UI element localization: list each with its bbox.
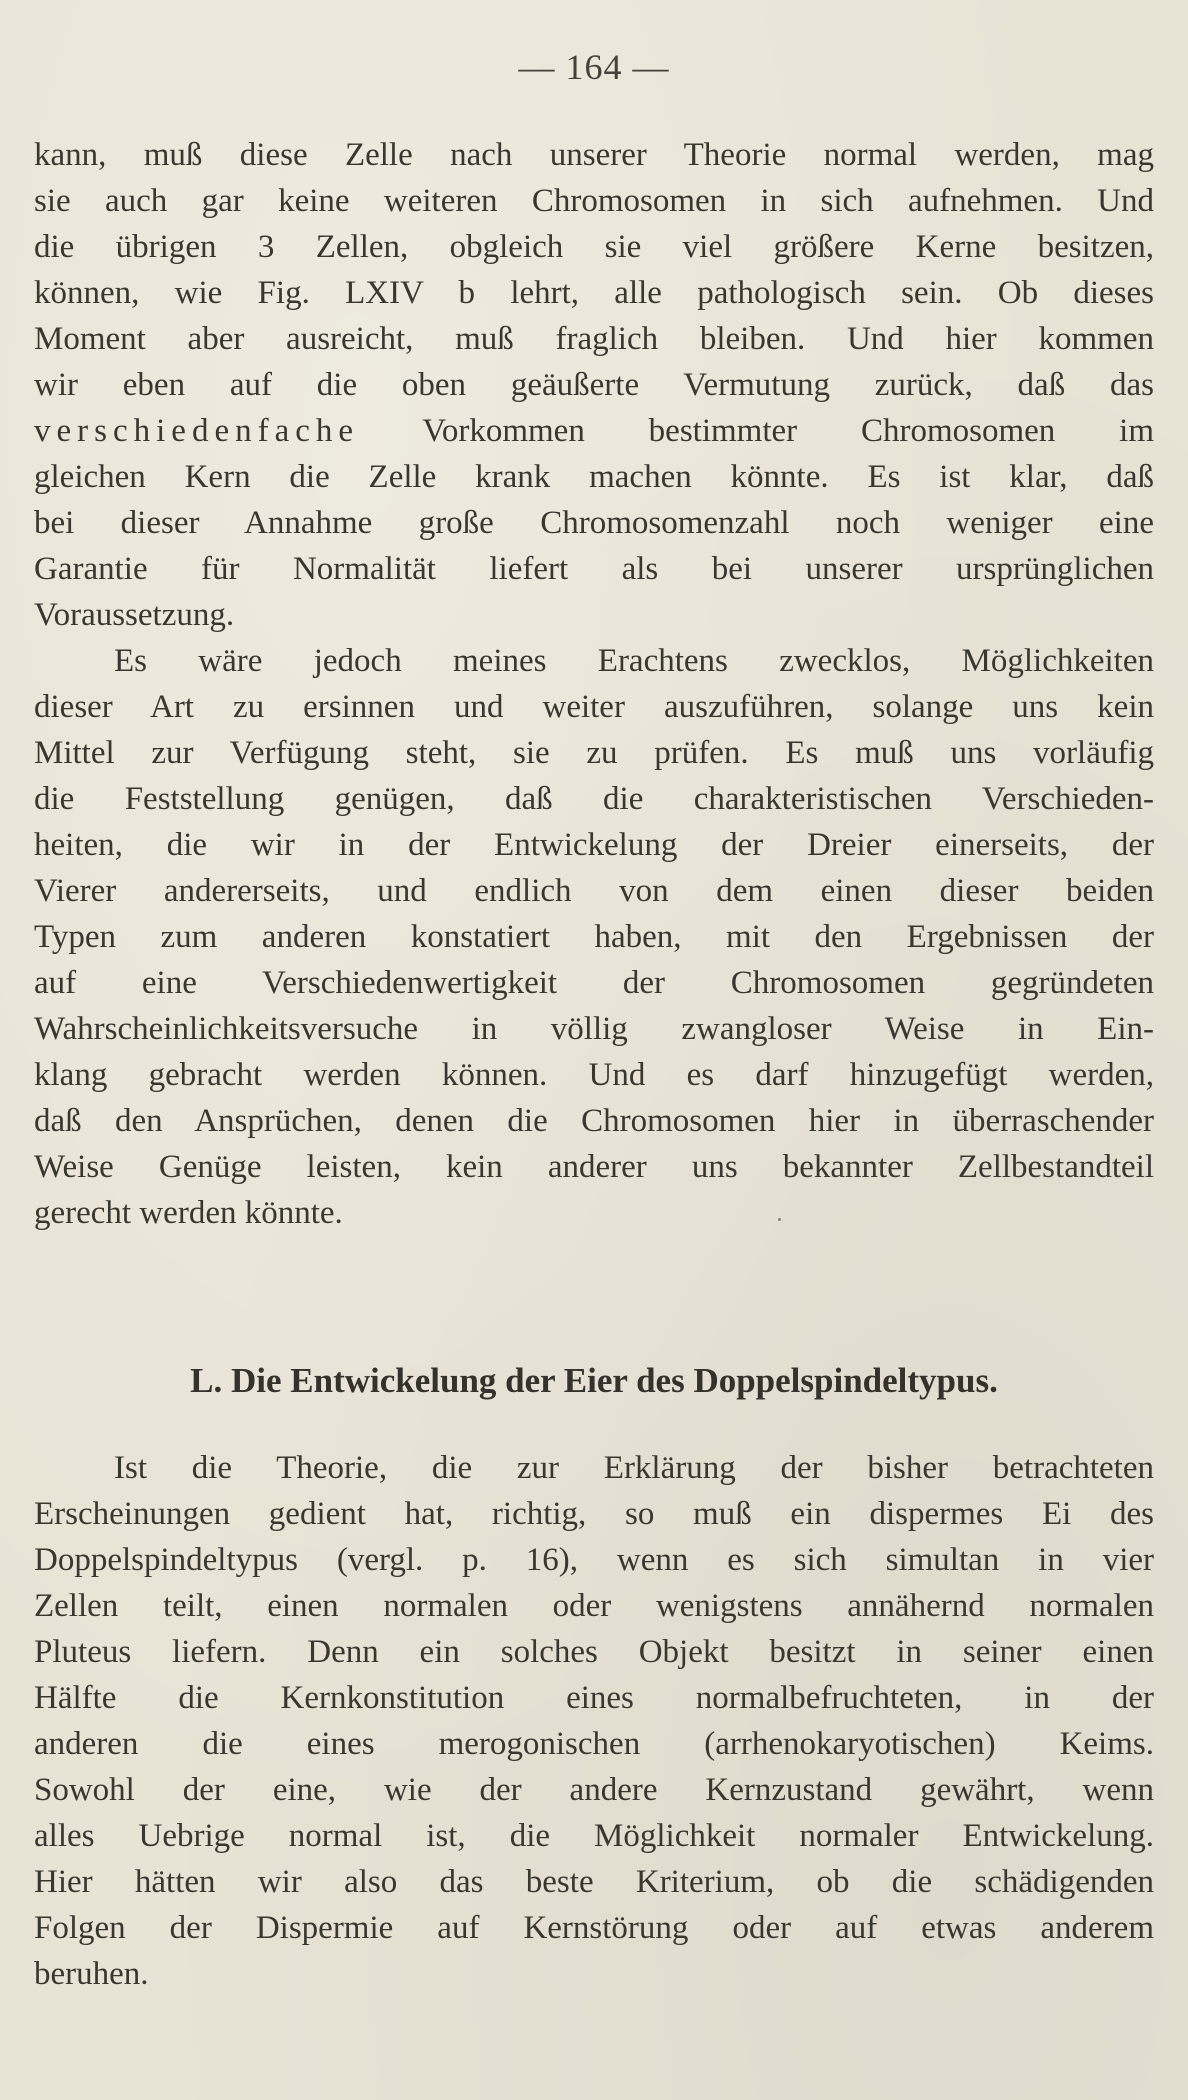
text-line: Voraussetzung. bbox=[34, 597, 235, 633]
text-line: alles Uebrige normal ist, die Möglichkeit normaler Entwickelung. bbox=[34, 1818, 1154, 1854]
text-line bbox=[34, 408, 1154, 454]
text-line: Typen zum anderen konstatiert haben, mit den Ergebnissen der bbox=[34, 919, 1154, 955]
text-line: können, wie Fig. LXIV b lehrt, alle pathologisch sein. Ob dieses bbox=[34, 275, 1154, 311]
paragraph-theory bbox=[34, 1445, 1154, 1997]
section-heading: L. Die Entwickelung der Eier des Doppelspindeltypus. bbox=[190, 1361, 998, 1400]
text-line: Hier hätten wir also das beste Kriterium, ob die schädigenden bbox=[34, 1864, 1154, 1900]
text-line: gerecht werden könnte. bbox=[34, 1195, 343, 1231]
paper-speck bbox=[778, 1218, 781, 1221]
emphasized-word: verschiedenfache bbox=[34, 413, 360, 449]
text-line-rest: Vorkommen bestimmter Chromosomen im bbox=[359, 413, 1154, 449]
page-number: — 164 — bbox=[518, 47, 670, 87]
text-line: Doppelspindeltypus (vergl. p. 16), wenn es sich simultan in vier bbox=[34, 1542, 1154, 1578]
text-line: bei dieser Annahme große Chromosomenzahl noch weniger eine bbox=[34, 505, 1154, 541]
text-line: daß den Ansprüchen, denen die Chromosomen hier in überraschender bbox=[34, 1103, 1154, 1139]
text-line: dieser Art zu ersinnen und weiter auszuführen, solange uns kein bbox=[34, 689, 1154, 725]
text-line: Weise Genüge leisten, kein anderer uns bekannter Zellbestandteil bbox=[34, 1149, 1154, 1185]
text-line: Pluteus liefern. Denn ein solches Objekt besitzt in seiner einen bbox=[34, 1634, 1154, 1670]
text-block-bottom bbox=[34, 1445, 1154, 1997]
text-line: Folgen der Dispermie auf Kernstörung oder auf etwas anderem bbox=[34, 1910, 1154, 1946]
text-line: die Feststellung genügen, daß die charakteristischen Verschieden- bbox=[34, 781, 1154, 817]
text-line: Sowohl der eine, wie der andere Kernzustand gewährt, wenn bbox=[34, 1772, 1154, 1808]
text-line: kann, muß diese Zelle nach unserer Theorie normal werden, mag bbox=[34, 137, 1154, 173]
text-line: heiten, die wir in der Entwickelung der Dreier einerseits, der bbox=[34, 827, 1154, 863]
text-line: anderen die eines merogonischen (arrhenokaryotischen) Keims. bbox=[34, 1726, 1154, 1762]
paragraph-conclusion bbox=[34, 638, 1154, 1236]
text-line: Mittel zur Verfügung steht, sie zu prüfen. Es muß uns vorläufig bbox=[34, 735, 1154, 771]
text-line: Wahrscheinlichkeitsversuche in völlig zwangloser Weise in Ein- bbox=[34, 1011, 1154, 1047]
text-line: Vierer andererseits, und endlich von dem einen dieser beiden bbox=[34, 873, 1154, 909]
text-block-top bbox=[34, 132, 1154, 1236]
text-line: Zellen teilt, einen normalen oder wenigstens annähernd normalen bbox=[34, 1588, 1154, 1624]
text-line: die übrigen 3 Zellen, obgleich sie viel größere Kerne besitzen, bbox=[34, 229, 1154, 265]
text-line: beruhen. bbox=[34, 1956, 149, 1992]
text-line: Moment aber ausreicht, muß fraglich bleiben. Und hier kommen bbox=[34, 321, 1154, 357]
text-line: klang gebracht werden können. Und es darf hinzugefügt werden, bbox=[34, 1057, 1154, 1093]
text-line: gleichen Kern die Zelle krank machen könnte. Es ist klar, daß bbox=[34, 459, 1154, 495]
text-line: Garantie für Normalität liefert als bei unserer ursprünglichen bbox=[34, 551, 1154, 587]
text-line: wir eben auf die oben geäußerte Vermutung zurück, daß das bbox=[34, 367, 1154, 403]
text-line: sie auch gar keine weiteren Chromosomen in sich aufnehmen. Und bbox=[34, 183, 1154, 219]
text-line: Ist die Theorie, die zur Erklärung der bisher betrachteten bbox=[114, 1450, 1154, 1486]
text-line: Hälfte die Kernkonstitution eines normalbefruchteten, in der bbox=[34, 1680, 1154, 1716]
paragraph-continuation bbox=[34, 132, 1154, 638]
text-line: Es wäre jedoch meines Erachtens zwecklos, Möglichkeiten bbox=[114, 643, 1154, 679]
text-line: auf eine Verschiedenwertigkeit der Chromosomen gegründeten bbox=[34, 965, 1154, 1001]
text-line: Erscheinungen gedient hat, richtig, so muß ein dispermes Ei des bbox=[34, 1496, 1154, 1532]
